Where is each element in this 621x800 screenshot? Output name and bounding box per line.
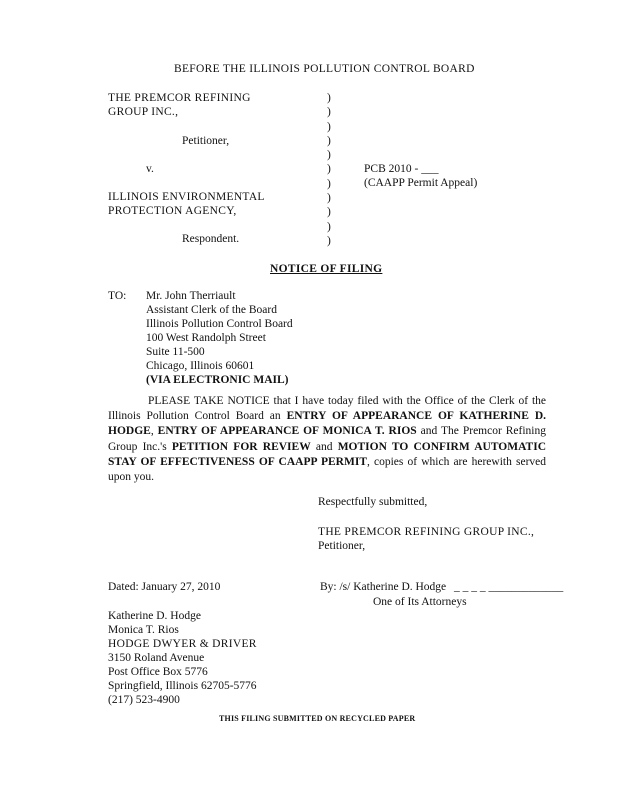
paren-mark: ) <box>327 234 331 247</box>
signature-line: _ _ _ _ _____________ <box>454 581 564 593</box>
paren-mark: ) <box>327 92 331 104</box>
notice-paragraph <box>108 394 546 485</box>
attorney-line: Monica T. Rios <box>108 624 179 636</box>
body-text: , copies of which are herewith served upon you. <box>108 455 546 484</box>
body-text: and <box>310 440 338 453</box>
petitioner-name-line-2: GROUP INC., <box>108 106 179 118</box>
attorney-phone: (217) 523-4900 <box>108 694 180 706</box>
paren-mark: ) <box>327 149 331 162</box>
to-line: Suite 11-500 <box>146 346 205 358</box>
document-title: ENTRY OF APPEARANCE OF MONICA T. RIOS <box>157 425 417 438</box>
dated-line: Dated: January 27, 2010 <box>108 581 221 593</box>
recycled-paper-footer: THIS FILING SUBMITTED ON RECYCLED PAPER <box>219 714 416 723</box>
body-text: and The Premcor Refining Group Inc.'s <box>108 425 547 453</box>
body-text: , <box>150 425 158 438</box>
paren-mark: ) <box>327 220 331 233</box>
document-title: ENTRY OF APPEARANCE OF KATHERINE D. HODGE <box>108 410 546 438</box>
notice-title: NOTICE OF FILING <box>270 263 383 275</box>
to-line: Mr. John Therriault <box>146 290 236 302</box>
petitioner-role: Petitioner, <box>182 135 230 147</box>
attorney-line: Springfield, Illinois 62705-5776 <box>108 680 257 692</box>
closing-party-role: Petitioner, <box>318 540 366 552</box>
to-label: TO: <box>108 290 127 302</box>
respondent-role: Respondent. <box>182 233 240 245</box>
signature-by: By: /s/ Katherine D. Hodge <box>320 581 447 593</box>
paren-mark: ) <box>327 163 331 176</box>
to-line: Illinois Pollution Control Board <box>146 318 293 330</box>
attorney-line: 3150 Roland Avenue <box>108 652 205 664</box>
firm-name: HODGE DWYER & DRIVER <box>108 638 257 650</box>
case-number: PCB 2010 - ___ <box>364 163 439 175</box>
paren-mark: ) <box>327 120 331 133</box>
delivery-method: (VIA ELECTRONIC MAIL) <box>146 374 289 386</box>
to-line: Assistant Clerk of the Board <box>146 304 277 316</box>
paren-mark: ) <box>327 206 331 219</box>
paren-mark: ) <box>327 192 331 205</box>
versus: v. <box>146 163 154 175</box>
document-title: PETITION FOR REVIEW <box>171 440 311 453</box>
body-text: PLEASE TAKE NOTICE that I have today filed with the Office of the Clerk of the Illinois Pollution Control Board an <box>108 395 546 423</box>
attorney-line: Katherine D. Hodge <box>108 610 201 622</box>
respectfully-submitted: Respectfully submitted, <box>318 496 428 508</box>
attorney-line: Post Office Box 5776 <box>108 666 208 678</box>
to-line: 100 West Randolph Street <box>146 332 266 344</box>
signature-title: One of Its Attorneys <box>373 596 467 608</box>
to-line: Chicago, Illinois 60601 <box>146 360 255 372</box>
case-type: (CAAPP Permit Appeal) <box>364 177 478 189</box>
respondent-name-line-1: ILLINOIS ENVIRONMENTAL <box>108 191 265 203</box>
document-title: MOTION TO CONFIRM AUTOMATIC STAY OF EFFECTIVENESS OF CAAPP PERMIT <box>108 440 547 468</box>
paren-mark: ) <box>327 106 331 119</box>
caption-parenthesis-column <box>327 91 337 248</box>
respondent-name-line-2: PROTECTION AGENCY, <box>108 205 237 217</box>
petitioner-name-line-1: THE PREMCOR REFINING <box>108 92 251 104</box>
board-heading: BEFORE THE ILLINOIS POLLUTION CONTROL BOARD <box>174 63 475 75</box>
paren-mark: ) <box>327 177 331 190</box>
closing-party: THE PREMCOR REFINING GROUP INC., <box>318 526 535 538</box>
paren-mark: ) <box>327 134 331 147</box>
